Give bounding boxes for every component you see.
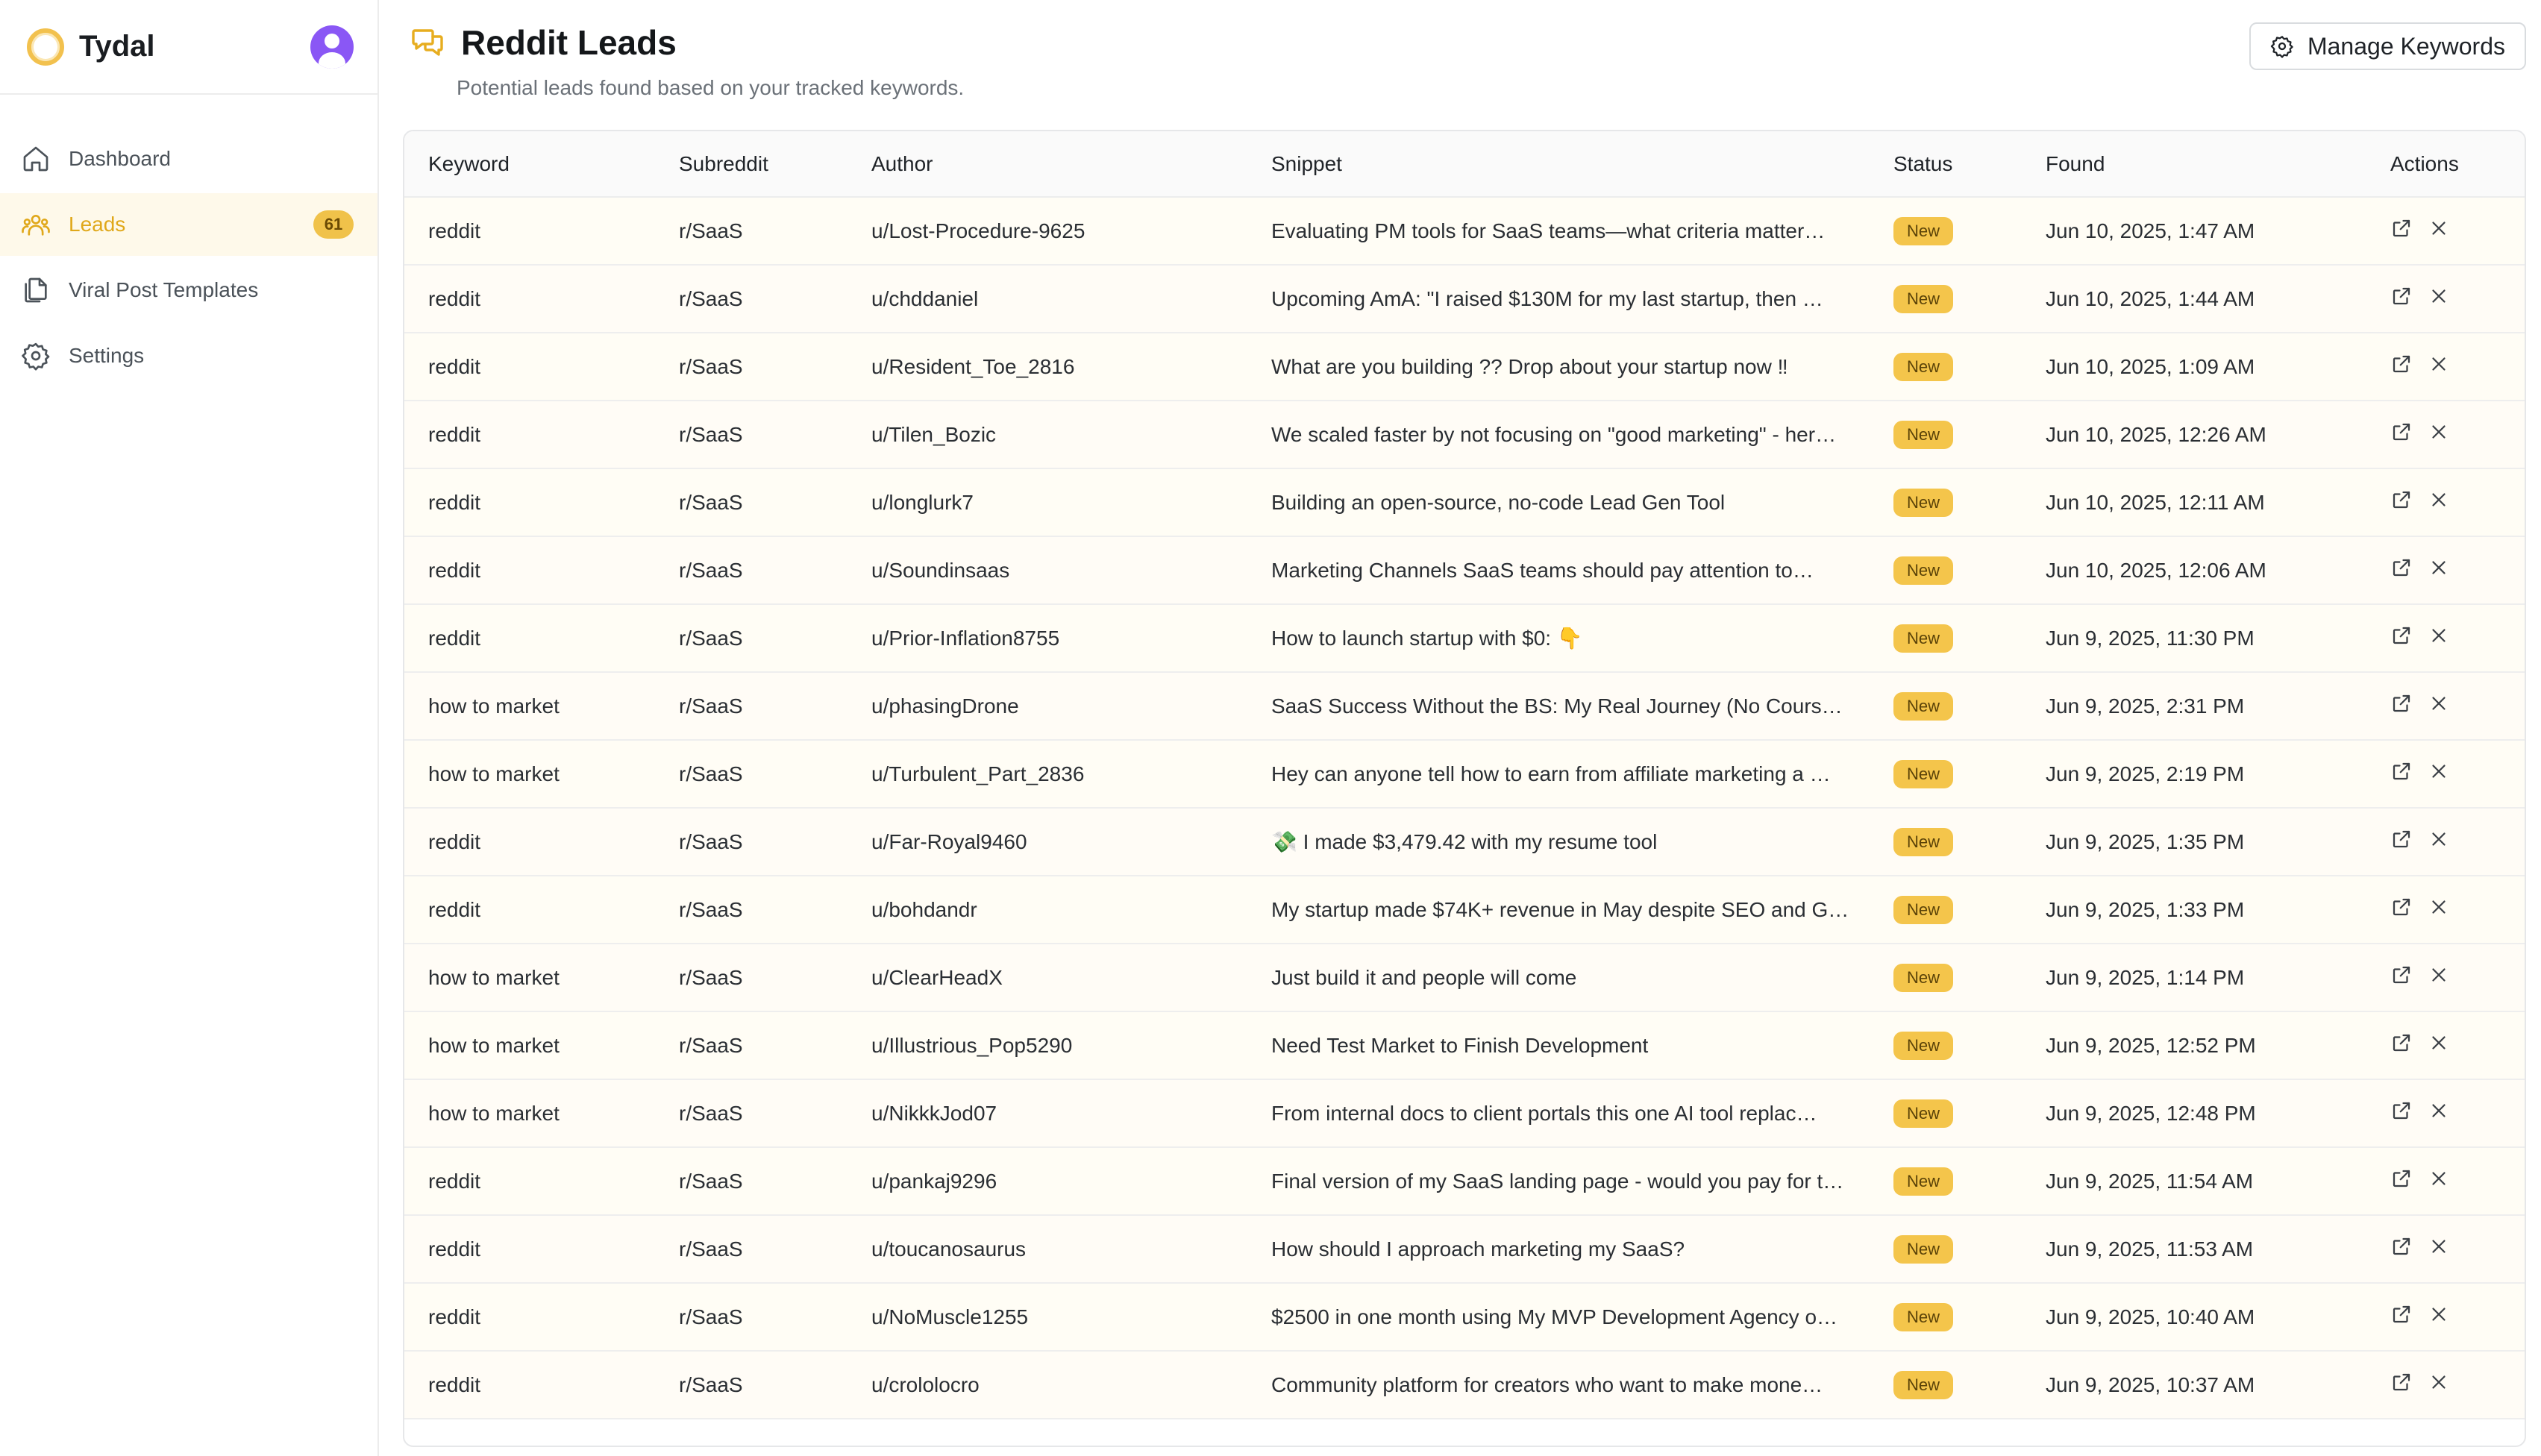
cell-keyword: reddit (404, 604, 655, 672)
external-link-icon[interactable] (2390, 421, 2413, 443)
cell-status (1870, 944, 2022, 1011)
cell-subreddit: r/SaaS (655, 536, 847, 604)
cell-author: u/toucanosaurus (847, 1215, 1247, 1283)
cell-actions (2366, 1283, 2525, 1351)
cell-subreddit: r/SaaS (655, 468, 847, 536)
close-icon[interactable] (2428, 285, 2450, 307)
sidebar (0, 0, 379, 1456)
cell-status (1870, 1079, 2022, 1147)
table-row[interactable] (404, 672, 2525, 740)
cell-author: u/Far-Royal9460 (847, 808, 1247, 876)
cell-actions (2366, 536, 2525, 604)
cell-keyword: how to market (404, 672, 655, 740)
cell-author: u/crololocro (847, 1351, 1247, 1419)
cell-found: Jun 9, 2025, 12:48 PM (2022, 1079, 2366, 1147)
cell-subreddit: r/SaaS (655, 197, 847, 265)
cell-snippet: Just build it and people will come (1247, 944, 1870, 1011)
cell-snippet: We scaled faster by not focusing on "good marketing" - her… (1247, 401, 1870, 468)
status-badge: New (1893, 692, 1953, 721)
cell-found: Jun 10, 2025, 12:26 AM (2022, 401, 2366, 468)
close-icon[interactable] (2428, 556, 2450, 579)
external-link-icon[interactable] (2390, 1235, 2413, 1258)
cell-actions (2366, 1351, 2525, 1419)
external-link-icon[interactable] (2390, 489, 2413, 511)
cell-status (1870, 672, 2022, 740)
column-header-status: Status (1870, 131, 2022, 197)
cell-found: Jun 9, 2025, 12:52 PM (2022, 1011, 2366, 1079)
cell-status (1870, 401, 2022, 468)
status-badge: New (1893, 1032, 1953, 1060)
cell-subreddit: r/SaaS (655, 808, 847, 876)
cell-actions (2366, 1079, 2525, 1147)
cell-keyword: how to market (404, 1011, 655, 1079)
cell-keyword: reddit (404, 197, 655, 265)
cell-author: u/Resident_Toe_2816 (847, 333, 1247, 401)
copy-icon (21, 275, 51, 305)
cell-status (1870, 265, 2022, 333)
cell-author: u/chddaniel (847, 265, 1247, 333)
cell-status (1870, 1351, 2022, 1419)
cell-keyword: reddit (404, 1283, 655, 1351)
status-badge: New (1893, 217, 1953, 245)
table-row[interactable] (404, 401, 2525, 468)
cell-status (1870, 1215, 2022, 1283)
cell-found: Jun 9, 2025, 10:40 AM (2022, 1283, 2366, 1351)
status-badge: New (1893, 285, 1953, 313)
table-row[interactable] (404, 876, 2525, 944)
status-badge: New (1893, 1167, 1953, 1196)
cell-found: Jun 9, 2025, 11:53 AM (2022, 1215, 2366, 1283)
main-content (379, 0, 2541, 1456)
column-header-snippet: Snippet (1247, 131, 1870, 197)
external-link-icon[interactable] (2390, 964, 2413, 986)
status-badge: New (1893, 1371, 1953, 1399)
cell-found: Jun 10, 2025, 12:06 AM (2022, 536, 2366, 604)
cell-author: u/Illustrious_Pop5290 (847, 1011, 1247, 1079)
external-link-icon[interactable] (2390, 760, 2413, 782)
cell-status (1870, 468, 2022, 536)
cell-keyword: reddit (404, 1351, 655, 1419)
cell-status (1870, 604, 2022, 672)
cell-subreddit: r/SaaS (655, 672, 847, 740)
table-row[interactable] (404, 536, 2525, 604)
cell-author: u/phasingDrone (847, 672, 1247, 740)
cell-found: Jun 9, 2025, 2:31 PM (2022, 672, 2366, 740)
cell-actions (2366, 468, 2525, 536)
cell-subreddit: r/SaaS (655, 1011, 847, 1079)
cell-found: Jun 9, 2025, 1:33 PM (2022, 876, 2366, 944)
column-header-keyword: Keyword (404, 131, 655, 197)
cell-status (1870, 536, 2022, 604)
close-icon[interactable] (2428, 1303, 2450, 1325)
cell-keyword: reddit (404, 1215, 655, 1283)
external-link-icon[interactable] (2390, 896, 2413, 918)
cell-author: u/longlurk7 (847, 468, 1247, 536)
close-icon[interactable] (2428, 1371, 2450, 1393)
cell-actions (2366, 1215, 2525, 1283)
table-row[interactable] (404, 1215, 2525, 1283)
cell-actions (2366, 808, 2525, 876)
close-icon[interactable] (2428, 692, 2450, 715)
cell-actions (2366, 944, 2525, 1011)
manage-keywords-label: Manage Keywords (2307, 32, 2505, 60)
cell-keyword: reddit (404, 401, 655, 468)
gear-icon (2270, 34, 2294, 58)
cell-author: u/ClearHeadX (847, 944, 1247, 1011)
leads-table (404, 131, 2525, 1419)
cell-found: Jun 9, 2025, 11:30 PM (2022, 604, 2366, 672)
status-badge: New (1893, 556, 1953, 585)
cell-subreddit: r/SaaS (655, 1215, 847, 1283)
cell-found: Jun 9, 2025, 10:37 AM (2022, 1351, 2366, 1419)
close-icon[interactable] (2428, 760, 2450, 782)
cell-status (1870, 1011, 2022, 1079)
cell-snippet: From internal docs to client portals this one AI tool replac… (1247, 1079, 1870, 1147)
cell-author: u/NoMuscle1255 (847, 1283, 1247, 1351)
cell-snippet: Building an open-source, no-code Lead Gen Tool (1247, 468, 1870, 536)
table-row[interactable] (404, 333, 2525, 401)
cell-actions (2366, 604, 2525, 672)
leads-table-card[interactable] (403, 130, 2526, 1447)
table-row[interactable] (404, 944, 2525, 1011)
avatar[interactable] (310, 25, 354, 69)
status-badge: New (1893, 964, 1953, 992)
cell-snippet: How should I approach marketing my SaaS? (1247, 1215, 1870, 1283)
status-badge: New (1893, 828, 1953, 856)
status-badge: New (1893, 896, 1953, 924)
cell-actions (2366, 197, 2525, 265)
cell-snippet: How to launch startup with $0: 👇 (1247, 604, 1870, 672)
cell-author: u/Tilen_Bozic (847, 401, 1247, 468)
cell-keyword: reddit (404, 333, 655, 401)
cell-subreddit: r/SaaS (655, 944, 847, 1011)
cell-actions (2366, 740, 2525, 808)
cell-status (1870, 808, 2022, 876)
sidebar-item-viral-post-templates[interactable] (0, 259, 377, 321)
cell-found: Jun 9, 2025, 1:35 PM (2022, 808, 2366, 876)
status-badge: New (1893, 624, 1953, 653)
chat-bubbles-icon (410, 25, 446, 60)
close-icon[interactable] (2428, 217, 2450, 239)
cell-found: Jun 10, 2025, 1:44 AM (2022, 265, 2366, 333)
cell-subreddit: r/SaaS (655, 740, 847, 808)
cell-snippet: $2500 in one month using My MVP Development Agency o… (1247, 1283, 1870, 1351)
cell-author: u/Lost-Procedure-9625 (847, 197, 1247, 265)
table-row[interactable] (404, 1351, 2525, 1419)
cell-author: u/pankaj9296 (847, 1147, 1247, 1215)
cell-actions (2366, 672, 2525, 740)
cell-subreddit: r/SaaS (655, 1351, 847, 1419)
close-icon[interactable] (2428, 1032, 2450, 1054)
cell-found: Jun 10, 2025, 1:47 AM (2022, 197, 2366, 265)
cell-keyword: how to market (404, 740, 655, 808)
close-icon[interactable] (2428, 964, 2450, 986)
close-icon[interactable] (2428, 353, 2450, 375)
cell-keyword: how to market (404, 1079, 655, 1147)
cell-actions (2366, 1147, 2525, 1215)
close-icon[interactable] (2428, 1099, 2450, 1122)
status-badge: New (1893, 489, 1953, 517)
external-link-icon[interactable] (2390, 1303, 2413, 1325)
cell-actions (2366, 401, 2525, 468)
cell-snippet: My startup made $74K+ revenue in May despite SEO and G… (1247, 876, 1870, 944)
sidebar-item-label: Settings (69, 344, 145, 367)
users-icon (21, 210, 51, 239)
sidebar-nav (0, 95, 377, 387)
status-badge: New (1893, 1099, 1953, 1128)
sidebar-item-label: Leads (69, 213, 126, 236)
sidebar-item-label: Viral Post Templates (69, 278, 259, 301)
external-link-icon[interactable] (2390, 556, 2413, 579)
external-link-icon[interactable] (2390, 1099, 2413, 1122)
title-row (410, 22, 677, 63)
cell-snippet: Need Test Market to Finish Development (1247, 1011, 1870, 1079)
cell-subreddit: r/SaaS (655, 1283, 847, 1351)
external-link-icon[interactable] (2390, 692, 2413, 715)
cell-actions (2366, 265, 2525, 333)
cell-keyword: reddit (404, 468, 655, 536)
table-row[interactable] (404, 197, 2525, 265)
status-badge: New (1893, 1235, 1953, 1264)
column-header-author: Author (847, 131, 1247, 197)
cell-actions (2366, 876, 2525, 944)
cell-found: Jun 10, 2025, 12:11 AM (2022, 468, 2366, 536)
cell-snippet: What are you building ?? Drop about your startup now ‼ (1247, 333, 1870, 401)
table-row[interactable] (404, 1283, 2525, 1351)
external-link-icon[interactable] (2390, 828, 2413, 850)
leads-count-badge: 61 (313, 210, 354, 239)
logo-icon (27, 28, 64, 66)
cell-snippet: Final version of my SaaS landing page - would you pay for t… (1247, 1147, 1870, 1215)
cell-author: u/Prior-Inflation8755 (847, 604, 1247, 672)
cell-keyword: how to market (404, 944, 655, 1011)
cell-status (1870, 1147, 2022, 1215)
cell-subreddit: r/SaaS (655, 604, 847, 672)
close-icon[interactable] (2428, 421, 2450, 443)
cell-keyword: reddit (404, 265, 655, 333)
cell-found: Jun 9, 2025, 11:54 AM (2022, 1147, 2366, 1215)
table-row[interactable] (404, 265, 2525, 333)
cell-subreddit: r/SaaS (655, 1147, 847, 1215)
cell-actions (2366, 333, 2525, 401)
cell-author: u/Turbulent_Part_2836 (847, 740, 1247, 808)
brand-name: Tydal (79, 30, 155, 63)
page-subtitle: Potential leads found based on your tracked keywords. (457, 76, 965, 99)
cell-snippet: Evaluating PM tools for SaaS teams—what criteria matter… (1247, 197, 1870, 265)
cell-found: Jun 9, 2025, 2:19 PM (2022, 740, 2366, 808)
cell-snippet: Hey can anyone tell how to earn from affiliate marketing a … (1247, 740, 1870, 808)
cell-actions (2366, 1011, 2525, 1079)
column-header-subreddit: Subreddit (655, 131, 847, 197)
cell-status (1870, 740, 2022, 808)
status-badge: New (1893, 421, 1953, 449)
external-link-icon[interactable] (2390, 624, 2413, 647)
cell-found: Jun 9, 2025, 1:14 PM (2022, 944, 2366, 1011)
close-icon[interactable] (2428, 624, 2450, 647)
table-row[interactable] (404, 1147, 2525, 1215)
status-badge: New (1893, 760, 1953, 788)
cell-keyword: reddit (404, 808, 655, 876)
cell-subreddit: r/SaaS (655, 333, 847, 401)
cell-keyword: reddit (404, 876, 655, 944)
cell-keyword: reddit (404, 1147, 655, 1215)
column-header-found: Found (2022, 131, 2366, 197)
cell-status (1870, 197, 2022, 265)
cell-status (1870, 876, 2022, 944)
table-row[interactable] (404, 468, 2525, 536)
external-link-icon[interactable] (2390, 1167, 2413, 1190)
cell-status (1870, 1283, 2022, 1351)
cell-status (1870, 333, 2022, 401)
close-icon[interactable] (2428, 1235, 2450, 1258)
status-badge: New (1893, 353, 1953, 381)
cell-subreddit: r/SaaS (655, 1079, 847, 1147)
gear-icon (21, 341, 51, 371)
external-link-icon[interactable] (2390, 1032, 2413, 1054)
close-icon[interactable] (2428, 828, 2450, 850)
close-icon[interactable] (2428, 1167, 2450, 1190)
table-row[interactable] (404, 1011, 2525, 1079)
sidebar-item-dashboard[interactable] (0, 128, 377, 190)
external-link-icon[interactable] (2390, 1371, 2413, 1393)
sidebar-item-settings[interactable] (0, 324, 377, 387)
cell-subreddit: r/SaaS (655, 401, 847, 468)
cell-author: u/NikkkJod07 (847, 1079, 1247, 1147)
cell-snippet: 💸 I made $3,479.42 with my resume tool (1247, 808, 1870, 876)
cell-author: u/bohdandr (847, 876, 1247, 944)
page-header (403, 0, 2526, 130)
sidebar-item-leads[interactable] (0, 193, 377, 256)
sidebar-header (0, 0, 377, 95)
external-link-icon[interactable] (2390, 217, 2413, 239)
table-row[interactable] (404, 604, 2525, 672)
close-icon[interactable] (2428, 896, 2450, 918)
page-title: Reddit Leads (461, 23, 677, 62)
external-link-icon[interactable] (2390, 285, 2413, 307)
manage-keywords-button[interactable] (2249, 22, 2526, 70)
status-badge: New (1893, 1303, 1953, 1331)
column-header-actions: Actions (2366, 131, 2525, 197)
cell-keyword: reddit (404, 536, 655, 604)
external-link-icon[interactable] (2390, 353, 2413, 375)
cell-snippet: Community platform for creators who want to make mone… (1247, 1351, 1870, 1419)
cell-snippet: SaaS Success Without the BS: My Real Journey (No Cours… (1247, 672, 1870, 740)
cell-snippet: Upcoming AmA: "I raised $130M for my last startup, then … (1247, 265, 1870, 333)
table-row[interactable] (404, 740, 2525, 808)
table-row[interactable] (404, 808, 2525, 876)
home-icon (21, 144, 51, 174)
sidebar-item-label: Dashboard (69, 147, 171, 170)
table-body (404, 197, 2525, 1419)
table-header-row (404, 131, 2525, 197)
cell-subreddit: r/SaaS (655, 265, 847, 333)
cell-subreddit: r/SaaS (655, 876, 847, 944)
cell-snippet: Marketing Channels SaaS teams should pay attention to… (1247, 536, 1870, 604)
cell-found: Jun 10, 2025, 1:09 AM (2022, 333, 2366, 401)
close-icon[interactable] (2428, 489, 2450, 511)
table-row[interactable] (404, 1079, 2525, 1147)
cell-author: u/Soundinsaas (847, 536, 1247, 604)
